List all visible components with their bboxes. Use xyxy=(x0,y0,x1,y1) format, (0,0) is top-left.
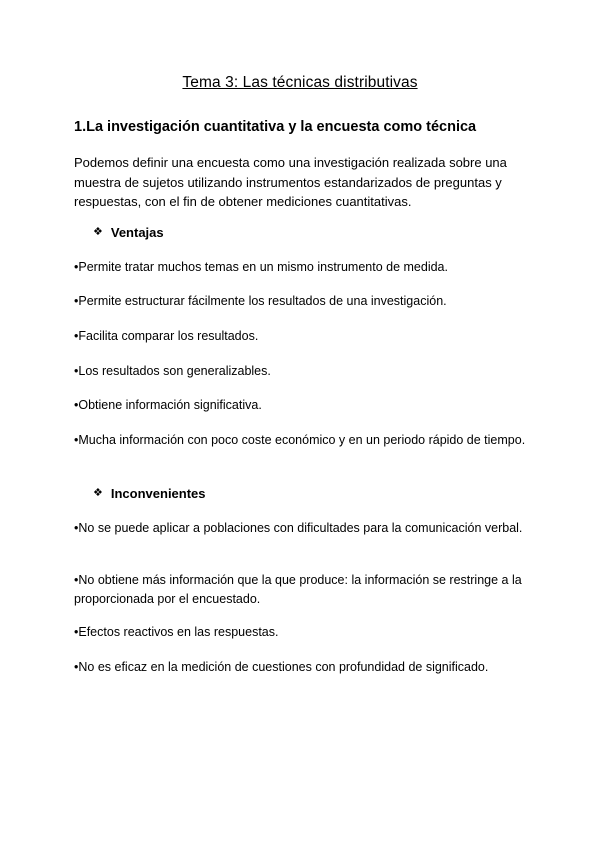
ventaja-item: •Mucha información con poco coste económico y en un periodo rápido de tiempo. xyxy=(74,433,526,447)
inconveniente-item: •Efectos reactivos en las respuestas. xyxy=(74,625,279,639)
diamond-bullet-icon: ❖ xyxy=(93,487,103,499)
page-title: Tema 3: Las técnicas distributivas xyxy=(182,74,418,91)
inconveniente-item: •No se puede aplicar a poblaciones con dificultades para la comunicación verbal. xyxy=(74,521,523,535)
ventaja-item: •Los resultados son generalizables. xyxy=(74,364,271,378)
ventaja-item: •Obtiene información significativa. xyxy=(74,398,262,412)
section-heading: 1.La investigación cuantitativa y la encuesta como técnica xyxy=(74,119,477,135)
ventaja-item: •Facilita comparar los resultados. xyxy=(74,329,259,343)
diamond-bullet-icon: ❖ xyxy=(93,226,103,238)
inconveniente-item: •No es eficaz en la medición de cuestiones con profundidad de significado. xyxy=(74,660,489,674)
inconvenientes-title xyxy=(93,486,206,501)
inconveniente-item: •No obtiene más información que la que produce: la información se restringe a la proporcionada por el encuestado. xyxy=(74,573,522,606)
ventajas-label: Ventajas xyxy=(110,225,164,240)
intro-paragraph: Podemos definir una encuesta como una investigación realizada sobre una muestra de sujetos utilizando instrumentos estandarizados de preguntas y respuestas, con el fin de obtener mediciones cuantitativas. xyxy=(74,155,507,209)
inconvenientes-label: Inconvenientes xyxy=(110,486,206,501)
ventaja-item: •Permite estructurar fácilmente los resultados de una investigación. xyxy=(74,294,447,308)
ventaja-item: •Permite tratar muchos temas en un mismo instrumento de medida. xyxy=(74,260,448,274)
ventajas-title xyxy=(93,225,164,240)
